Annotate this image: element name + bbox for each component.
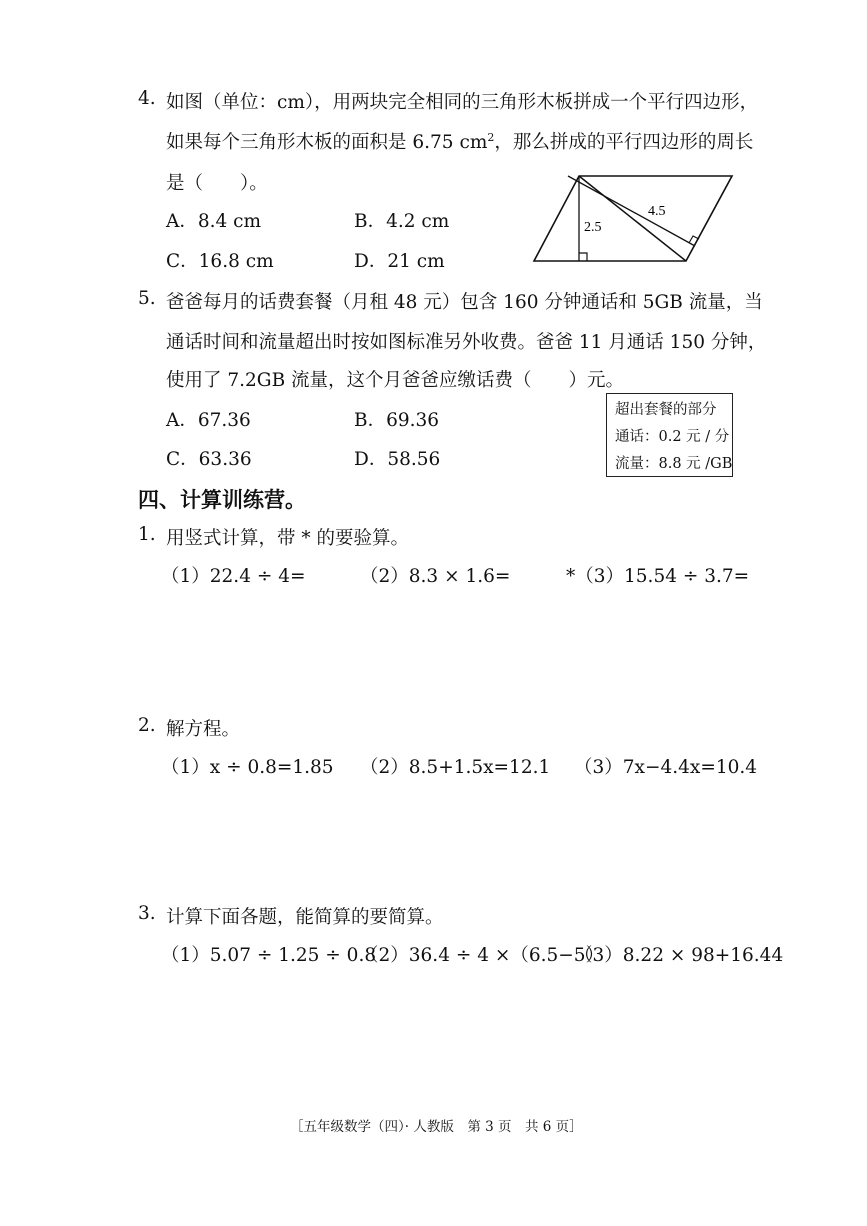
c1-text: 用竖式计算，带 * 的要验算。 — [166, 528, 410, 549]
extra-fee-call: 通话：0.2 元 / 分 — [615, 429, 730, 445]
q4-text-line2: 如果每个三角形木板的面积是 6.75 $cm^2$，那么拼成的平行四边形的周长 — [166, 130, 754, 153]
q4-number: 4. — [138, 88, 156, 109]
q5-option-b: B．69.36 — [354, 410, 440, 431]
c1-item-3: *（3）15.54 ÷ 3.7= — [566, 566, 750, 587]
parallelogram-figure — [530, 170, 740, 266]
q4-option-a: A．8.4 cm — [166, 211, 262, 232]
c1-item-1: （1）22.4 ÷ 4= — [161, 566, 306, 587]
c2-text: 解方程。 — [166, 719, 241, 740]
height-label: 2.5 — [584, 220, 602, 235]
parallelogram-diagonal — [579, 176, 686, 261]
q4-option-c: C．16.8 cm — [166, 251, 274, 272]
q4-option-d: D．21 cm — [354, 251, 445, 272]
c2-item-2: （2）8.5+1.5x=12.1 — [360, 757, 551, 778]
page-footer: ［五年级数学（四）· 人教版 第 3 页 共 6 页］ — [290, 1119, 583, 1135]
extra-fee-title: 超出套餐的部分 — [615, 402, 717, 418]
perpendicular-line — [568, 176, 695, 246]
q5-option-a: A．67.36 — [166, 410, 251, 431]
q4-text-line1: 如图（单位：cm），用两块完全相同的三角形木板拼成一个平行四边形， — [166, 92, 759, 113]
c2-item-1: （1）x ÷ 0.8=1.85 — [161, 757, 334, 778]
q5-text-line1: 爸爸每月的话费套餐（月租 48 元）包含 160 分钟通话和 5GB 流量，当 — [166, 292, 763, 313]
q5-text-line3: 使用了 7.2GB 流量，这个月爸爸应缴话费（ ）元。 — [166, 370, 625, 391]
q5-option-d: D．58.56 — [354, 449, 441, 470]
c3-item-1: （1）5.07 ÷ 1.25 ÷ 0.8 — [161, 945, 377, 966]
section-title: 四、计算训练营。 — [138, 488, 306, 512]
q5-text-line2: 通话时间和流量超出时按如图标准另外收费。爸爸 11 月通话 150 分钟， — [166, 332, 767, 353]
c3-text: 计算下面各题，能简算的要简算。 — [166, 907, 444, 928]
c3-item-2: （2）36.4 ÷ 4 ×（6.5−5） — [360, 945, 605, 966]
q5-option-c: C．63.36 — [166, 449, 252, 470]
extra-fee-box — [606, 393, 733, 477]
q5-number: 5. — [138, 288, 156, 309]
c1-item-2: （2）8.3 × 1.6= — [360, 566, 511, 587]
c2-number: 2. — [138, 715, 156, 736]
q4-option-b: B．4.2 cm — [354, 211, 450, 232]
right-angle-mark-bottom — [579, 253, 587, 261]
c2-item-3: （3）7x−4.4x=10.4 — [574, 757, 758, 778]
distance-label: 4.5 — [648, 204, 666, 219]
c3-number: 3. — [138, 903, 156, 924]
c3-item-3: （3）8.22 × 98+16.44 — [574, 945, 784, 966]
c1-number: 1. — [138, 524, 156, 545]
extra-fee-data: 流量：8.8 元 /GB — [615, 456, 733, 472]
q4-text-line3: 是（ ）。 — [166, 173, 268, 194]
